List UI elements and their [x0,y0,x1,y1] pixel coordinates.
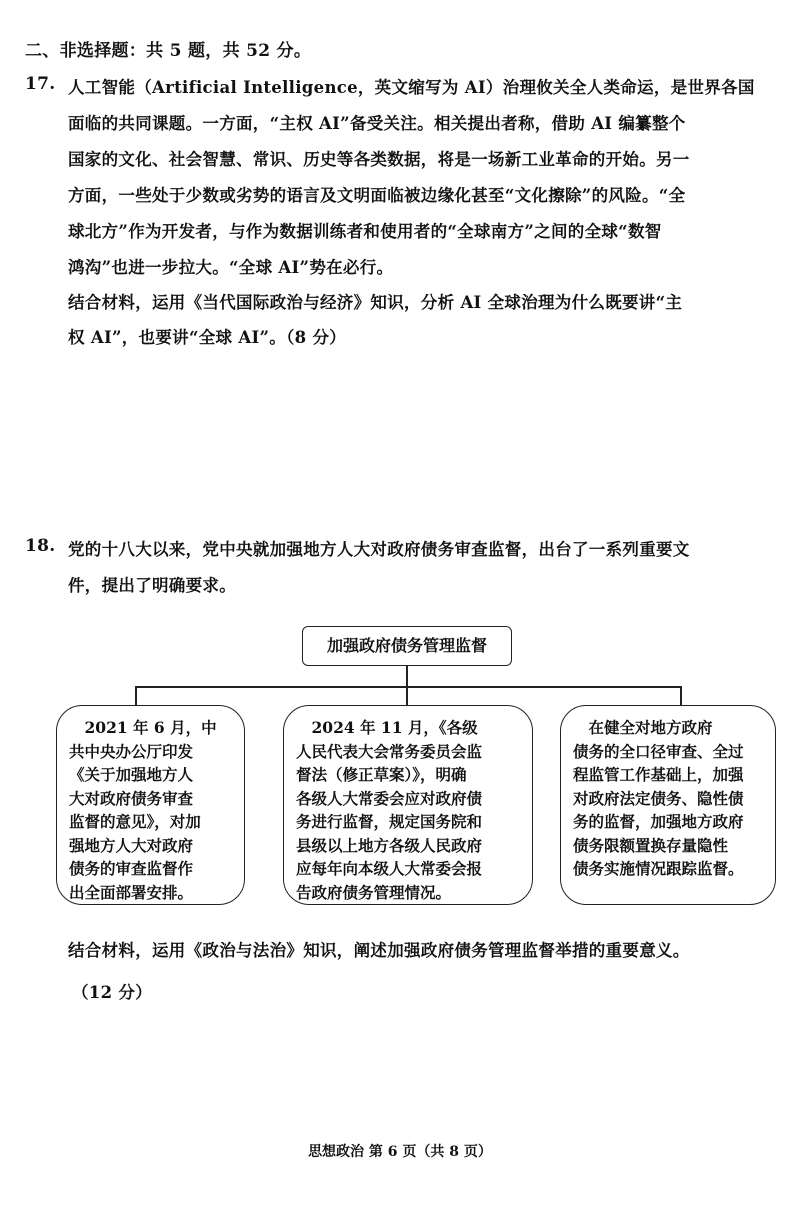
box-line: 债务限额置换存量隐性 [573,835,729,855]
box-line: 债务的审查监督作 [69,859,194,878]
box-line: 务进行监督，规定国务院和 [296,812,483,831]
box-line: 监督的意见》，对加 [69,812,201,831]
box-line: 共中央办公厅印发 [69,741,194,761]
box-line: 程监管工作基础上，加强 [573,765,744,784]
box-line: 大对政府债务审查 [69,788,194,808]
q18-line: 党的十八大以来，党中央就加强地方人大对政府债务审查监督，出台了一系列重要文 [68,540,690,559]
box-line: 各级人大常委会应对政府债 [296,788,483,808]
box-line: 强地方人大对政府 [69,835,194,855]
q17-line: 方面，一些处于少数或劣势的语言及文明面临被边缘化甚至“文化擦除”的风险。“全 [68,186,686,205]
q18-line: 件，提出了明确要求。 [68,576,236,595]
box-line: 督法（修正草案）》，明确 [296,765,467,784]
connector-line [680,686,682,706]
diagram-box-oversight [560,705,776,905]
connector-line [135,686,681,688]
box-line: 对政府法定债务、隐性债 [573,788,744,808]
q17-line: 国家的文化、社会智慧、常识、历史等各类数据，将是一场新工业革命的开始。另一 [68,150,690,169]
diagram-title-box: 加强政府债务管理监督 [302,626,512,666]
question-number: 17. [25,74,56,94]
q18-question-line: 结合材料，运用《政治与法治》知识，阐述加强政府债务管理监督举措的重要意义。 [68,941,690,960]
box-line: 告政府债务管理情况。 [296,882,452,902]
box-line: 县级以上地方各级人民政府 [296,835,483,855]
question-number: 18. [25,536,56,556]
q17-line: 面临的共同课题。一方面，“主权 AI”备受关注。相关提出者称，借助 AI 编纂整个 [68,114,686,133]
connector-line [135,686,137,706]
q17-line: 球北方”作为开发者，与作为数据训练者和使用者的“全球南方”之间的全球“数智 [68,222,662,241]
box-line: 应每年向本级人大常委会报 [296,859,483,878]
box-line: 债务的全口径审查、全过 [573,741,744,761]
q18-score: （12 分） [72,983,153,1002]
box-line: 《关于加强地方人 [69,765,194,784]
box-line: 在健全对地方政府 [573,718,713,737]
box-line: 债务实施情况跟踪监督。 [573,859,744,878]
q17-question-line: 结合材料，运用《当代国际政治与经济》知识，分析 AI 全球治理为什么既要讲“主 [68,293,683,312]
q17-line: 人工智能（Artificial Intelligence，英文缩写为 AI）治理攸关全人类命运，是世界各国 [68,78,755,97]
q17-question-line: 权 AI”，也要讲“全球 AI”。（8 分） [68,328,347,347]
page-footer: 思想政治 第 6 页（共 8 页） [308,1144,492,1160]
diagram-box-2024 [283,705,533,905]
q17-line: 鸿沟”也进一步拉大。“全球 AI”势在必行。 [68,258,394,277]
box-line: 务的监督，加强地方政府 [573,812,744,831]
box-line: 出全面部署安排。 [69,882,194,902]
section-heading: 二、非选择题：共 5 题，共 52 分。 [25,41,312,61]
box-line: 2024 年 11 月，《各级 [296,718,478,737]
box-line: 人民代表大会常务委员会监 [296,741,483,761]
box-line: 2021 年 6 月，中 [69,718,217,737]
diagram-box-2021 [56,705,245,905]
